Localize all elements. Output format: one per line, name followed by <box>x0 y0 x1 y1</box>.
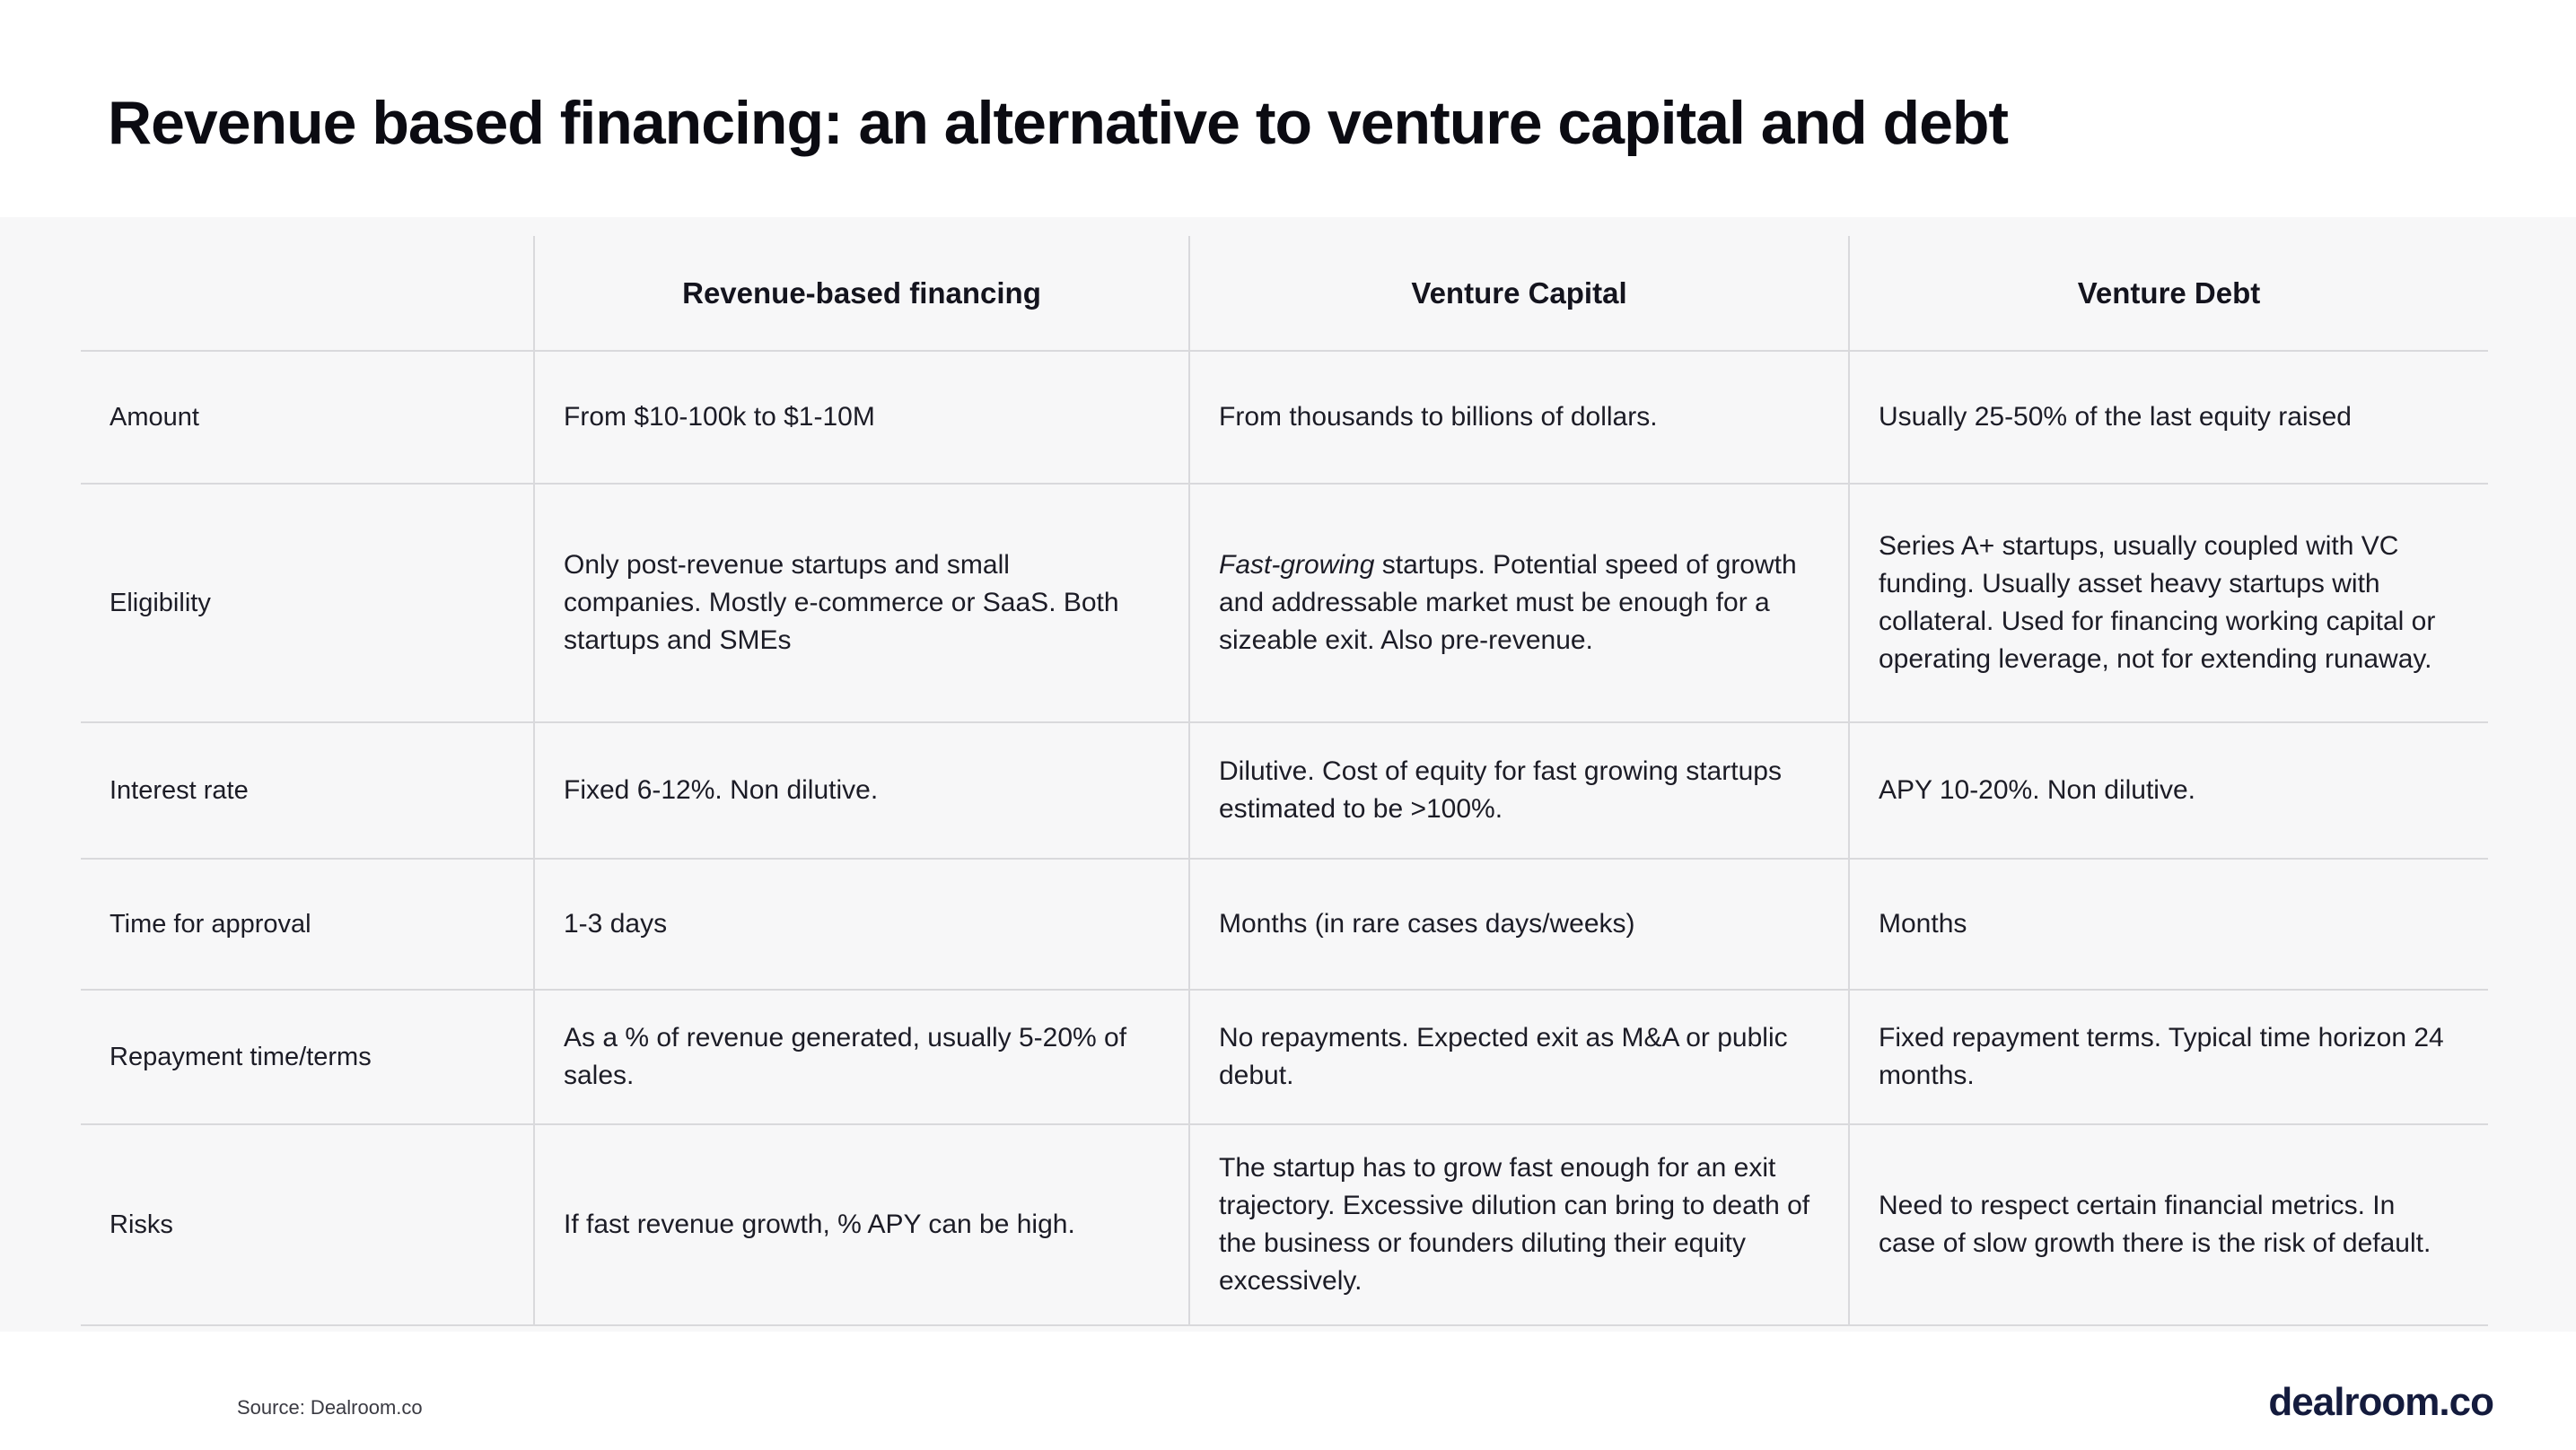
comparison-table <box>81 236 2488 1326</box>
cell-text: Dilutive. Cost of equity for fast growing startups estimated to be >100%. <box>1219 756 1782 824</box>
cell-text: From $10-100k to $1-10M <box>564 402 875 432</box>
cell-repayment-rbf <box>533 989 1188 1123</box>
source-note: Source: Dealroom.co <box>237 1396 423 1419</box>
column-header-revenue-based-financing: Revenue-based financing <box>533 236 1188 350</box>
cell-text: Fixed repayment terms. Typical time horizon 24 months. <box>1879 1023 2444 1090</box>
cell-time-for-approval-vc <box>1188 858 1848 989</box>
column-header-venture-capital: Venture Capital <box>1188 236 1848 350</box>
cell-text: The startup has to grow fast enough for an exit trajectory. Excessive dilution can bring to death of the business or founders diluting their equity excessively. <box>1219 1153 1810 1296</box>
row-label-interest-rate: Interest rate <box>81 721 533 858</box>
cell-text <box>1219 546 1812 659</box>
cell-text: Only post-revenue startups and small companies. Mostly e-commerce or SaaS. Both startups and SMEs <box>564 550 1119 655</box>
cell-text: 1-3 days <box>564 909 668 939</box>
cell-time-for-approval-rbf <box>533 858 1188 989</box>
table-corner-cell <box>81 236 533 350</box>
column-header-venture-debt: Venture Debt <box>1848 236 2488 350</box>
cell-text-rest: startups. Potential speed of growth and addressable market must be enough for a sizeable exit. Also pre-revenue. <box>1219 550 1797 655</box>
cell-time-for-approval-vd <box>1848 858 2488 989</box>
row-label-eligibility: Eligibility <box>81 483 533 721</box>
cell-text: Need to respect certain financial metrics. In case of slow growth there is the risk of default. <box>1879 1191 2431 1258</box>
italic-lead-text: Fast-growing <box>1219 550 1375 580</box>
cell-eligibility-vc <box>1188 483 1848 721</box>
cell-text: APY 10-20%. Non dilutive. <box>1879 775 2195 805</box>
cell-interest-rate-vd <box>1848 721 2488 858</box>
cell-text: Series A+ startups, usually coupled with VC funding. Usually asset heavy startups with collateral. Used for financing working capital or operating leverage, not for extending runaway. <box>1879 531 2436 674</box>
row-label-risks: Risks <box>81 1123 533 1326</box>
cell-repayment-vd <box>1848 989 2488 1123</box>
cell-text: No repayments. Expected exit as M&A or public debut. <box>1219 1023 1788 1090</box>
dealroom-logo: dealroom.co <box>2268 1380 2493 1424</box>
cell-text: Usually 25-50% of the last equity raised <box>1879 402 2352 432</box>
cell-risks-rbf <box>533 1123 1188 1326</box>
cell-interest-rate-rbf <box>533 721 1188 858</box>
cell-eligibility-vd <box>1848 483 2488 721</box>
cell-text: As a % of revenue generated, usually 5-20% of sales. <box>564 1023 1127 1090</box>
cell-amount-vc <box>1188 350 1848 483</box>
cell-repayment-vc <box>1188 989 1848 1123</box>
cell-text: If fast revenue growth, % APY can be high. <box>564 1210 1075 1239</box>
cell-text: Months <box>1879 909 1967 939</box>
cell-risks-vd <box>1848 1123 2488 1326</box>
cell-risks-vc <box>1188 1123 1848 1326</box>
cell-eligibility-rbf <box>533 483 1188 721</box>
cell-text: Fixed 6-12%. Non dilutive. <box>564 775 879 805</box>
row-label-time-for-approval: Time for approval <box>81 858 533 989</box>
table-section <box>0 217 2576 1332</box>
row-label-repayment-time-terms: Repayment time/terms <box>81 989 533 1123</box>
cell-text: From thousands to billions of dollars. <box>1219 402 1658 432</box>
row-label-amount: Amount <box>81 350 533 483</box>
cell-amount-rbf <box>533 350 1188 483</box>
cell-amount-vd <box>1848 350 2488 483</box>
page-title: Revenue based financing: an alternative to venture capital and debt <box>108 89 2009 157</box>
cell-interest-rate-vc <box>1188 721 1848 858</box>
cell-text: Months (in rare cases days/weeks) <box>1219 909 1635 939</box>
